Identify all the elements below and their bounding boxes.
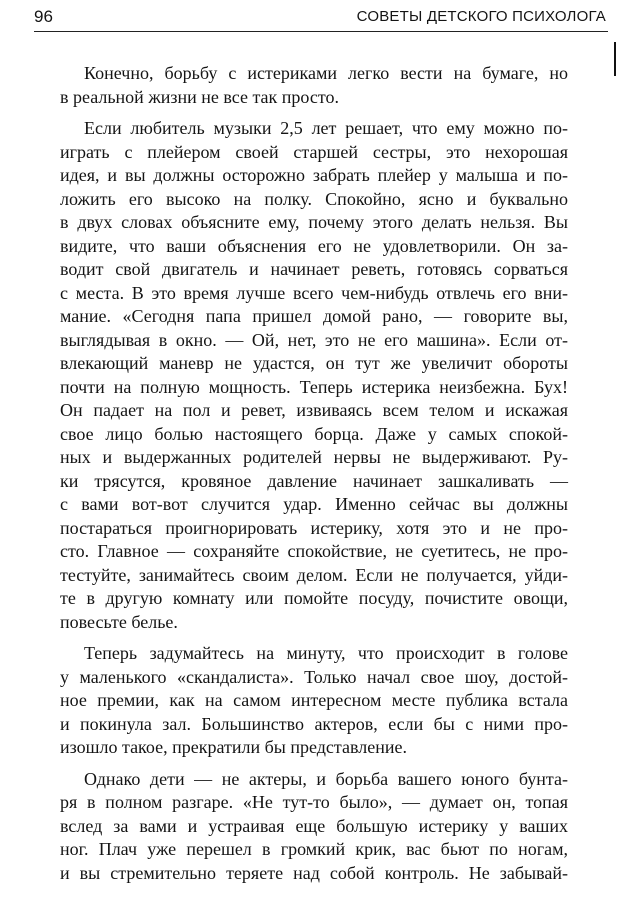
text-line: ки трясутся, кровяное давление начинает зашкаливать — [60, 470, 568, 491]
paragraph-gap [60, 760, 568, 768]
page-number: 96 [34, 7, 53, 26]
text-line: вслед за вами и устраивая еще большую истерику у ваших [60, 815, 568, 836]
paragraph [60, 768, 568, 886]
text-line: Он падает на пол и ревет, извиваясь всем телом и искажая [60, 400, 568, 420]
text-line: почти на полную мощность. Теперь истерика неизбежна. Бух! [60, 376, 568, 397]
text-line: Однако дети — не актеры, и борьба вашего юного бунта- [84, 768, 568, 789]
text-line: тестуйте, занимайтесь своим делом. Если не получается, уйди- [60, 564, 568, 585]
margin-mark [614, 42, 616, 76]
text-line: видите, что ваши объяснения его не удовлетворили. Он за- [60, 235, 568, 256]
paragraph-gap [60, 109, 568, 117]
text-line: ложить его высоко на полку. Спокойно, ясно и буквально [60, 188, 568, 209]
text-line: свое лицо болью настоящего борца. Даже у самых спокой- [60, 423, 568, 444]
text-line: повесьте белье. [60, 611, 178, 632]
paragraph [60, 642, 568, 760]
text-line: с места. В это время лучше всего чем-нибудь отвлечь его вни- [60, 282, 568, 303]
text-line: Конечно, борьбу с истериками легко вести на бумаге, но [84, 63, 568, 83]
paragraph-gap [60, 634, 568, 642]
text-line: ног. Плач уже перешел в громкий крик, вас бьют по ногам, [60, 839, 568, 859]
text-line: влекающий маневр не удастся, он тут же увеличит обороты [60, 353, 568, 373]
text-line: Теперь задумайтесь на минуту, что происходит в голове [84, 643, 568, 663]
paragraph [60, 62, 568, 109]
text-line: у маленького «скандалиста». Только начал свое шоу, достой- [60, 666, 568, 687]
text-line: выглядывая в окно. — Ой, нет, это не его машина». Если от- [60, 329, 568, 350]
text-line: те в другую комнату или помойте посуду, почистите овощи, [60, 588, 568, 608]
text-line: играть с плейером своей старшей сестры, это нехорошая [60, 141, 568, 162]
text-line: изошло такое, прекратили бы представление. [60, 737, 407, 757]
text-line: ных и выдержанных родителей нервы не выдерживают. Ру- [60, 447, 568, 467]
text-line: и вы стремительно теряете над собой контроль. Не забывай- [60, 862, 568, 883]
running-title: СОВЕТЫ ДЕТСКОГО ПСИХОЛОГА [356, 8, 606, 25]
text-line: Если любитель музыки 2,5 лет решает, что ему можно по- [84, 118, 568, 138]
header-rule [34, 31, 608, 32]
text-line: в двух словах объясните ему, почему этого делать нельзя. Вы [60, 212, 568, 232]
paragraph [60, 117, 568, 634]
body-text [60, 62, 568, 885]
text-line: с вами вот-вот случится удар. Именно сейчас вы должны [60, 494, 568, 514]
text-line: и покинула зал. Большинство актеров, если бы с ними про- [60, 713, 568, 734]
text-line: водит свой двигатель и начинает реветь, готовясь сорваться [60, 259, 568, 279]
text-line: мание. «Сегодня папа пришел домой рано, — говорите вы, [60, 306, 568, 326]
running-header [34, 6, 606, 30]
text-line: в реальной жизни не все так просто. [60, 86, 339, 107]
text-line: ное премии, как на самом интересном месте публика встала [60, 690, 568, 710]
text-line: сто. Главное — сохраняйте спокойствие, не суетитесь, не про- [60, 541, 568, 561]
text-line: постараться проигнорировать истерику, хотя это и не про- [60, 517, 568, 538]
text-line: ря в полном разгаре. «Не тут-то было», — думает он, топая [60, 792, 568, 812]
text-line: идея, и вы должны осторожно забрать плейер у малыша и по- [60, 165, 568, 185]
